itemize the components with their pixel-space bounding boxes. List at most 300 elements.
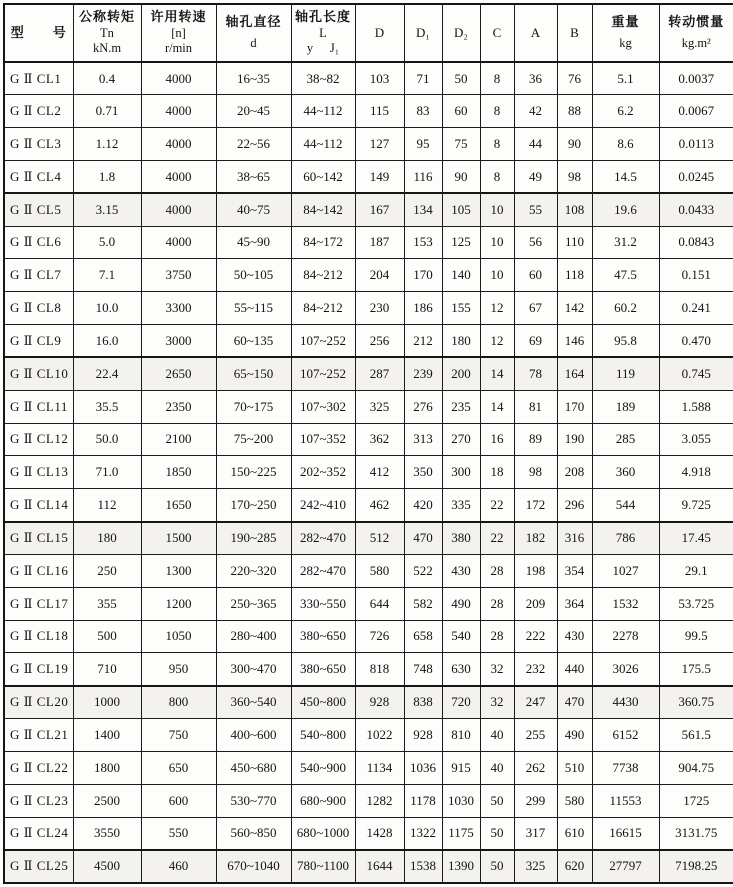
value-cell: 0.71 (73, 95, 141, 128)
value-cell: 98 (557, 160, 592, 193)
value-cell: 60~135 (216, 325, 291, 358)
value-cell: 630 (442, 653, 480, 686)
model-cell: G Ⅱ CL5 (4, 193, 73, 226)
col-header-bore-length: 轴孔长度 L y J₁ (291, 4, 355, 62)
value-cell: 14 (480, 357, 514, 390)
value-cell: 105 (442, 193, 480, 226)
value-cell: 710 (73, 653, 141, 686)
value-cell: 380 (442, 522, 480, 555)
value-cell: 276 (404, 390, 442, 423)
model-cell: G Ⅱ CL2 (4, 95, 73, 128)
table-row (4, 522, 733, 555)
model-cell: G Ⅱ CL24 (4, 817, 73, 850)
value-cell: 167 (355, 193, 404, 226)
value-cell: 71 (404, 62, 442, 95)
value-cell: 99.5 (659, 620, 733, 653)
value-cell: 118 (557, 259, 592, 292)
value-cell: 1400 (73, 719, 141, 752)
value-cell: 108 (557, 193, 592, 226)
col-header-weight: 重量 kg (592, 4, 659, 62)
value-cell: 430 (442, 554, 480, 587)
col-header-B: B (557, 4, 592, 62)
model-cell: G Ⅱ CL18 (4, 620, 73, 653)
value-cell: 800 (141, 686, 216, 719)
col-header-C: C (480, 4, 514, 62)
value-cell: 12 (480, 325, 514, 358)
value-cell: 810 (442, 719, 480, 752)
value-cell: 6.2 (592, 95, 659, 128)
value-cell: 44~112 (291, 95, 355, 128)
table-row (4, 226, 733, 259)
value-cell: 1322 (404, 817, 442, 850)
value-cell: 355 (73, 587, 141, 620)
value-cell: 4000 (141, 95, 216, 128)
value-cell: 1500 (141, 522, 216, 555)
value-cell: 362 (355, 423, 404, 456)
value-cell: 50 (480, 850, 514, 883)
table-row (4, 160, 733, 193)
value-cell: 84~142 (291, 193, 355, 226)
value-cell: 1175 (442, 817, 480, 850)
value-cell: 282~470 (291, 554, 355, 587)
table-row (4, 653, 733, 686)
value-cell: 134 (404, 193, 442, 226)
value-cell: 2278 (592, 620, 659, 653)
value-cell: 56 (514, 226, 557, 259)
value-cell: 818 (355, 653, 404, 686)
value-cell: 16.0 (73, 325, 141, 358)
value-cell: 67 (514, 292, 557, 325)
value-cell: 127 (355, 128, 404, 161)
table-row (4, 259, 733, 292)
model-cell: G Ⅱ CL25 (4, 850, 73, 883)
value-cell: 3000 (141, 325, 216, 358)
value-cell: 53.725 (659, 587, 733, 620)
value-cell: 8 (480, 128, 514, 161)
value-cell: 748 (404, 653, 442, 686)
value-cell: 16615 (592, 817, 659, 850)
value-cell: 16~35 (216, 62, 291, 95)
value-cell: 3300 (141, 292, 216, 325)
table-row (4, 423, 733, 456)
value-cell: 78 (514, 357, 557, 390)
value-cell: 200 (442, 357, 480, 390)
value-cell: 49 (514, 160, 557, 193)
value-cell: 540 (442, 620, 480, 653)
model-cell: G Ⅱ CL6 (4, 226, 73, 259)
value-cell: 69 (514, 325, 557, 358)
value-cell: 35.5 (73, 390, 141, 423)
value-cell: 115 (355, 95, 404, 128)
model-cell: G Ⅱ CL17 (4, 587, 73, 620)
value-cell: 180 (442, 325, 480, 358)
value-cell: 2650 (141, 357, 216, 390)
value-cell: 4000 (141, 62, 216, 95)
value-cell: 9.725 (659, 489, 733, 522)
value-cell: 3.15 (73, 193, 141, 226)
value-cell: 84~172 (291, 226, 355, 259)
model-cell: G Ⅱ CL12 (4, 423, 73, 456)
model-cell: G Ⅱ CL10 (4, 357, 73, 390)
value-cell: 70~175 (216, 390, 291, 423)
value-cell: 440 (557, 653, 592, 686)
table-row (4, 489, 733, 522)
value-cell: 512 (355, 522, 404, 555)
value-cell: 60 (442, 95, 480, 128)
value-cell: 2350 (141, 390, 216, 423)
value-cell: 75 (442, 128, 480, 161)
value-cell: 4000 (141, 128, 216, 161)
value-cell: 1.12 (73, 128, 141, 161)
model-cell: G Ⅱ CL20 (4, 686, 73, 719)
value-cell: 490 (442, 587, 480, 620)
value-cell: 22.4 (73, 357, 141, 390)
value-cell: 71.0 (73, 456, 141, 489)
value-cell: 107~352 (291, 423, 355, 456)
value-cell: 420 (404, 489, 442, 522)
table-row (4, 817, 733, 850)
value-cell: 6152 (592, 719, 659, 752)
value-cell: 212 (404, 325, 442, 358)
value-cell: 153 (404, 226, 442, 259)
value-cell: 44~112 (291, 128, 355, 161)
value-cell: 360~540 (216, 686, 291, 719)
value-cell: 354 (557, 554, 592, 587)
value-cell: 330~550 (291, 587, 355, 620)
value-cell: 142 (557, 292, 592, 325)
value-cell: 84~212 (291, 292, 355, 325)
model-cell: G Ⅱ CL19 (4, 653, 73, 686)
value-cell: 19.6 (592, 193, 659, 226)
value-cell: 580 (557, 784, 592, 817)
value-cell: 4000 (141, 226, 216, 259)
value-cell: 119 (592, 357, 659, 390)
value-cell: 462 (355, 489, 404, 522)
value-cell: 32 (480, 686, 514, 719)
value-cell: 256 (355, 325, 404, 358)
value-cell: 47.5 (592, 259, 659, 292)
table-row (4, 357, 733, 390)
value-cell: 299 (514, 784, 557, 817)
value-cell: 50.0 (73, 423, 141, 456)
value-cell: 29.1 (659, 554, 733, 587)
value-cell: 247 (514, 686, 557, 719)
value-cell: 540~800 (291, 719, 355, 752)
value-cell: 198 (514, 554, 557, 587)
value-cell: 560~850 (216, 817, 291, 850)
value-cell: 83 (404, 95, 442, 128)
value-cell: 116 (404, 160, 442, 193)
value-cell: 1030 (442, 784, 480, 817)
value-cell: 1200 (141, 587, 216, 620)
value-cell: 1.8 (73, 160, 141, 193)
value-cell: 90 (557, 128, 592, 161)
value-cell: 1725 (659, 784, 733, 817)
model-cell: G Ⅱ CL14 (4, 489, 73, 522)
value-cell: 187 (355, 226, 404, 259)
value-cell: 4500 (73, 850, 141, 883)
value-cell: 4430 (592, 686, 659, 719)
value-cell: 580 (355, 554, 404, 587)
value-cell: 928 (404, 719, 442, 752)
table-row (4, 456, 733, 489)
value-cell: 50 (480, 784, 514, 817)
value-cell: 170 (404, 259, 442, 292)
value-cell: 0.0067 (659, 95, 733, 128)
table-row (4, 325, 733, 358)
value-cell: 360 (592, 456, 659, 489)
value-cell: 1036 (404, 751, 442, 784)
value-cell: 180 (73, 522, 141, 555)
value-cell: 720 (442, 686, 480, 719)
value-cell: 561.5 (659, 719, 733, 752)
value-cell: 36 (514, 62, 557, 95)
value-cell: 7198.25 (659, 850, 733, 883)
value-cell: 400~600 (216, 719, 291, 752)
value-cell: 1532 (592, 587, 659, 620)
value-cell: 107~252 (291, 357, 355, 390)
value-cell: 202~352 (291, 456, 355, 489)
value-cell: 325 (355, 390, 404, 423)
col-header-D: D (355, 4, 404, 62)
value-cell: 350 (404, 456, 442, 489)
col-header-inertia: 转动惯量 kg.m² (659, 4, 733, 62)
value-cell: 360.75 (659, 686, 733, 719)
value-cell: 98 (514, 456, 557, 489)
value-cell: 44 (514, 128, 557, 161)
value-cell: 222 (514, 620, 557, 653)
table-row (4, 128, 733, 161)
value-cell: 450~680 (216, 751, 291, 784)
value-cell: 95.8 (592, 325, 659, 358)
value-cell: 50 (480, 817, 514, 850)
value-cell: 32 (480, 653, 514, 686)
value-cell: 0.470 (659, 325, 733, 358)
value-cell: 316 (557, 522, 592, 555)
value-cell: 364 (557, 587, 592, 620)
value-cell: 10 (480, 226, 514, 259)
value-cell: 125 (442, 226, 480, 259)
model-header-label: 型 号 (10, 24, 67, 40)
value-cell: 16 (480, 423, 514, 456)
value-cell: 22 (480, 522, 514, 555)
value-cell: 140 (442, 259, 480, 292)
table-row (4, 554, 733, 587)
value-cell: 40 (480, 751, 514, 784)
table-row (4, 193, 733, 226)
value-cell: 0.0433 (659, 193, 733, 226)
model-cell: G Ⅱ CL22 (4, 751, 73, 784)
value-cell: 0.241 (659, 292, 733, 325)
value-cell: 950 (141, 653, 216, 686)
value-cell: 1538 (404, 850, 442, 883)
value-cell: 680~1000 (291, 817, 355, 850)
value-cell: 107~252 (291, 325, 355, 358)
value-cell: 242~410 (291, 489, 355, 522)
value-cell: 50 (442, 62, 480, 95)
value-cell: 650 (141, 751, 216, 784)
value-cell: 208 (557, 456, 592, 489)
col-header-D1: D₁ (404, 4, 442, 62)
value-cell: 285 (592, 423, 659, 456)
value-cell: 103 (355, 62, 404, 95)
value-cell: 300 (442, 456, 480, 489)
value-cell: 170 (557, 390, 592, 423)
value-cell: 540~900 (291, 751, 355, 784)
value-cell: 0.0245 (659, 160, 733, 193)
value-cell: 4000 (141, 160, 216, 193)
value-cell: 4.918 (659, 456, 733, 489)
value-cell: 12 (480, 292, 514, 325)
col-header-speed: 许用转速 [n] r/min (141, 4, 216, 62)
col-header-A: A (514, 4, 557, 62)
value-cell: 14.5 (592, 160, 659, 193)
value-cell: 235 (442, 390, 480, 423)
table-row (4, 292, 733, 325)
value-cell: 55 (514, 193, 557, 226)
model-cell: G Ⅱ CL21 (4, 719, 73, 752)
value-cell: 644 (355, 587, 404, 620)
bore-length-j1-label: J₁ (329, 41, 340, 56)
value-cell: 3026 (592, 653, 659, 686)
value-cell: 2500 (73, 784, 141, 817)
table-row (4, 850, 733, 883)
value-cell: 380~650 (291, 620, 355, 653)
value-cell: 22~56 (216, 128, 291, 161)
value-cell: 1390 (442, 850, 480, 883)
value-cell: 287 (355, 357, 404, 390)
value-cell: 1800 (73, 751, 141, 784)
model-cell: G Ⅱ CL9 (4, 325, 73, 358)
table-row (4, 620, 733, 653)
value-cell: 250 (73, 554, 141, 587)
value-cell: 1000 (73, 686, 141, 719)
value-cell: 45~90 (216, 226, 291, 259)
model-cell: G Ⅱ CL13 (4, 456, 73, 489)
value-cell: 255 (514, 719, 557, 752)
col-header-D2: D₂ (442, 4, 480, 62)
value-cell: 220~320 (216, 554, 291, 587)
value-cell: 544 (592, 489, 659, 522)
value-cell: 510 (557, 751, 592, 784)
value-cell: 20~45 (216, 95, 291, 128)
value-cell: 680~900 (291, 784, 355, 817)
model-cell: G Ⅱ CL23 (4, 784, 73, 817)
value-cell: 500 (73, 620, 141, 653)
model-cell: G Ⅱ CL16 (4, 554, 73, 587)
value-cell: 8 (480, 62, 514, 95)
value-cell: 22 (480, 489, 514, 522)
value-cell: 232 (514, 653, 557, 686)
value-cell: 600 (141, 784, 216, 817)
value-cell: 209 (514, 587, 557, 620)
value-cell: 3131.75 (659, 817, 733, 850)
value-cell: 10.0 (73, 292, 141, 325)
col-header-bore-diameter: 轴孔直径 d (216, 4, 291, 62)
value-cell: 28 (480, 587, 514, 620)
value-cell: 65~150 (216, 357, 291, 390)
header-row (4, 4, 733, 62)
value-cell: 904.75 (659, 751, 733, 784)
value-cell: 90 (442, 160, 480, 193)
value-cell: 550 (141, 817, 216, 850)
value-cell: 146 (557, 325, 592, 358)
value-cell: 28 (480, 554, 514, 587)
value-cell: 8.6 (592, 128, 659, 161)
value-cell: 60~142 (291, 160, 355, 193)
value-cell: 620 (557, 850, 592, 883)
table-row (4, 390, 733, 423)
value-cell: 1178 (404, 784, 442, 817)
col-header-model (4, 4, 73, 62)
value-cell: 430 (557, 620, 592, 653)
value-cell: 81 (514, 390, 557, 423)
table-row (4, 587, 733, 620)
value-cell: 190~285 (216, 522, 291, 555)
value-cell: 10 (480, 193, 514, 226)
value-cell: 296 (557, 489, 592, 522)
value-cell: 190 (557, 423, 592, 456)
value-cell: 204 (355, 259, 404, 292)
value-cell: 1300 (141, 554, 216, 587)
value-cell: 55~115 (216, 292, 291, 325)
model-cell: G Ⅱ CL7 (4, 259, 73, 292)
value-cell: 928 (355, 686, 404, 719)
value-cell: 11553 (592, 784, 659, 817)
value-cell: 14 (480, 390, 514, 423)
value-cell: 4000 (141, 193, 216, 226)
value-cell: 522 (404, 554, 442, 587)
value-cell: 490 (557, 719, 592, 752)
value-cell: 670~1040 (216, 850, 291, 883)
value-cell: 1428 (355, 817, 404, 850)
value-cell: 164 (557, 357, 592, 390)
value-cell: 150~225 (216, 456, 291, 489)
value-cell: 582 (404, 587, 442, 620)
value-cell: 335 (442, 489, 480, 522)
value-cell: 1644 (355, 850, 404, 883)
value-cell: 40 (480, 719, 514, 752)
value-cell: 5.0 (73, 226, 141, 259)
value-cell: 17.45 (659, 522, 733, 555)
value-cell: 470 (557, 686, 592, 719)
bore-length-y-label: y (306, 41, 314, 56)
value-cell: 1050 (141, 620, 216, 653)
value-cell: 110 (557, 226, 592, 259)
value-cell: 172 (514, 489, 557, 522)
value-cell: 0.0113 (659, 128, 733, 161)
value-cell: 250~365 (216, 587, 291, 620)
value-cell: 380~650 (291, 653, 355, 686)
value-cell: 189 (592, 390, 659, 423)
value-cell: 0.0843 (659, 226, 733, 259)
model-cell: G Ⅱ CL3 (4, 128, 73, 161)
value-cell: 107~302 (291, 390, 355, 423)
value-cell: 838 (404, 686, 442, 719)
value-cell: 155 (442, 292, 480, 325)
value-cell: 50~105 (216, 259, 291, 292)
col-header-torque: 公称转矩 Tn kN.m (73, 4, 141, 62)
value-cell: 239 (404, 357, 442, 390)
value-cell: 658 (404, 620, 442, 653)
table-row (4, 751, 733, 784)
value-cell: 0.151 (659, 259, 733, 292)
value-cell: 280~400 (216, 620, 291, 653)
value-cell: 8 (480, 95, 514, 128)
value-cell: 60 (514, 259, 557, 292)
value-cell: 317 (514, 817, 557, 850)
value-cell: 8 (480, 160, 514, 193)
